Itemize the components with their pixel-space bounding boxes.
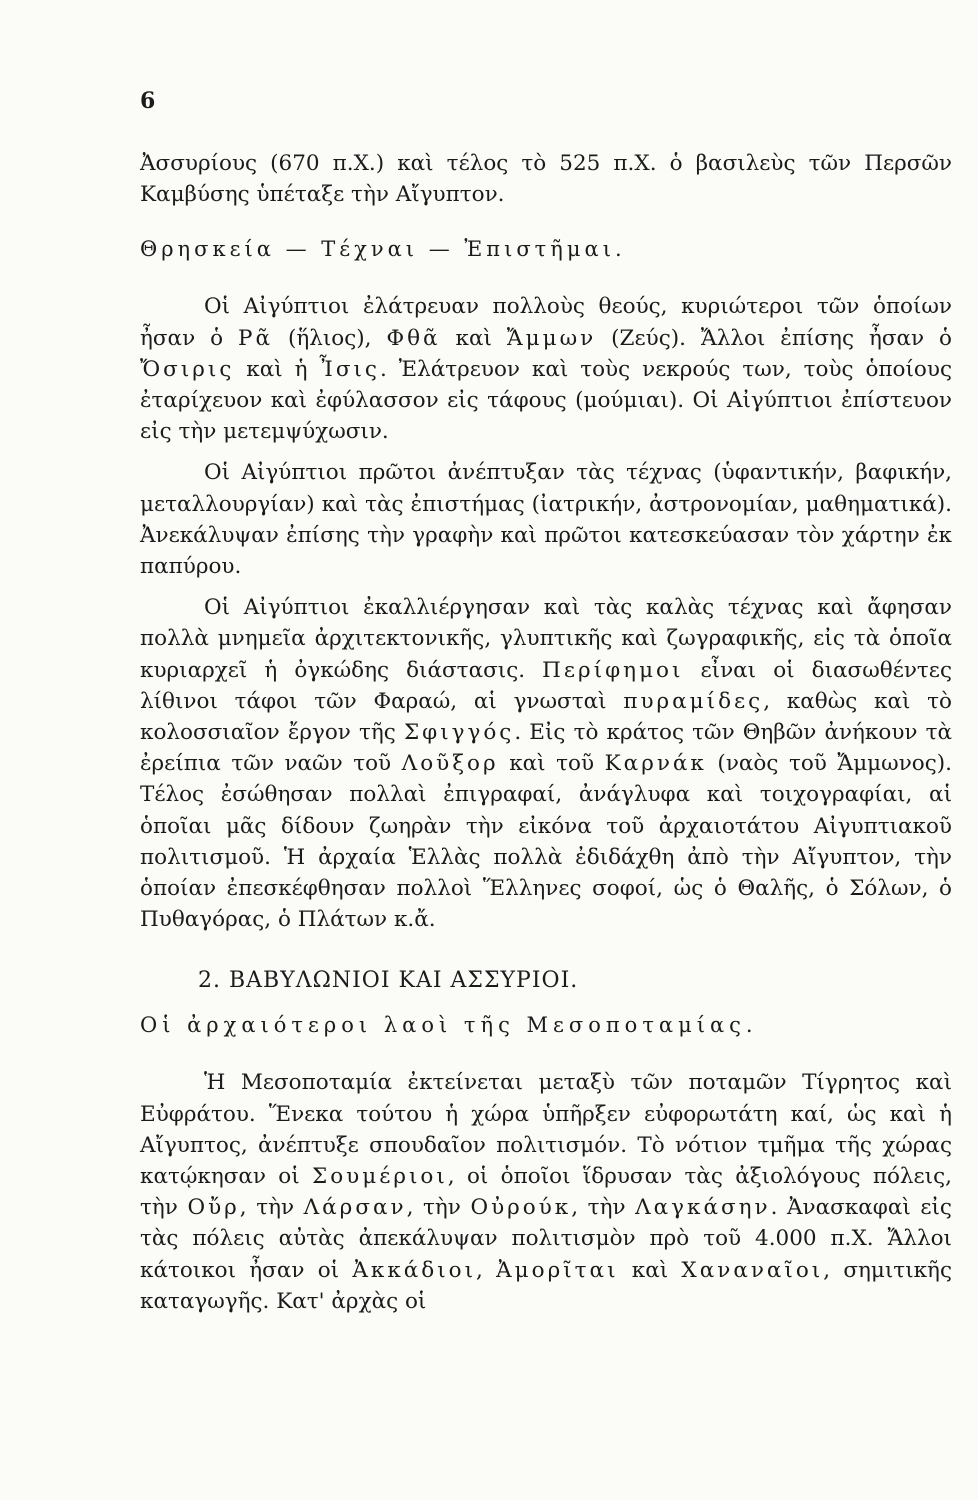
term-pyramids: πυραμίδες [623,688,764,714]
deity-ammon: Ἄμμων [506,325,597,351]
section-heading-religion: Θρησκεία — Τέχναι — Ἐπιστῆμαι. [140,237,626,262]
sub-heading: Οἱ ἀρχαιότεροι λαοὶ τῆς Μεσοποταμίας. [140,1013,758,1038]
term-sphinx: Σφιγγός [403,720,515,746]
chapter-heading: 2. ΒΑΒΥΛΩΝΙΟΙ ΚΑΙ ΑΣΣΥΡΙΟΙ. [198,968,579,994]
city-larsa: Λάρσαν [303,1195,407,1221]
page-number: 6 [140,88,156,114]
term-luxor: Λοῦξορ [401,751,499,777]
city-uruk: Οὐρούκ [470,1195,572,1221]
term-amorites: Ἀμορῖται [496,1257,619,1283]
city-lagash: Λαγκάσην [635,1195,771,1221]
city-ur: Οὔρ [187,1195,240,1221]
deity-ra: Ρᾶ [238,325,274,351]
monuments-paragraph: Οἱ Αἰγύπτιοι ἐκαλλιέργησαν καὶ τὰς καλὰς τέχνας καὶ ἄφησαν πολλὰ μνημεῖα ἀρχιτεκτονικῆς, γλυπτικῆς καὶ ζωγραφικῆς, εἰς τὰ ὁποῖα κυριαρχεῖ ἡ ὀγκώδης διάστασις. Περίφημοι εἶναι οἱ διασωθέντες λίθινοι τάφοι τῶν Φαραώ, αἱ γνωσταὶ πυραμίδες, καθὼς καὶ τὸ κολοσσιαῖον ἔργον τῆς Σφιγγός. Εἰς τὸ κράτος τῶν Θηβῶν ἀνήκουν τὰ ἐρείπια τῶν ναῶν τοῦ Λοῦξορ καὶ τοῦ Καρνάκ (ναὸς τοῦ Ἄμμωνος). Τέλος ἐσώθησαν πολλαὶ ἐπιγραφαί, ἀνάγλυφα καὶ τοιχογραφίαι, αἱ ὁποῖαι μᾶς δίδουν ζωηρὰν τὴν εἰκόνα τοῦ ἀρχαιοτάτου Αἰγυπτιακοῦ πολιτισμοῦ. Ἡ ἀρχαία Ἑλλὰς πολλὰ ἐδιδάχθη ἀπὸ τὴν Αἴγυπτον, τὴν ὁποίαν ἐπεσκέφθησαν πολλοὶ Ἕλληνες σοφοί, ὡς ὁ Θαλῆς, ὁ Σόλων, ὁ Πυθαγόρας, ὁ Πλάτων κ.ἄ. [140,595,952,933]
term-akkadians: Ἀκκάδιοι [352,1257,477,1283]
term-karnak: Καρνάκ [604,751,707,777]
term-sumerians: Σουμέριοι [312,1164,448,1190]
term-canaanites: Χαναναῖοι [681,1257,824,1283]
page-body [140,148,952,1317]
intro-paragraph: Ἀσσυρίους (670 π.Χ.) καὶ τέλος τὸ 525 π.Χ. ὁ βασιλεὺς τῶν Περσῶν Καμβύσης ὑπέταξε τὴν Αἴγυπτον. [140,151,952,208]
religion-paragraph: Οἱ Αἰγύπτιοι ἐλάτρευαν πολλοὺς θεούς, κυριώτεροι τῶν ὁποίων ἦσαν ὁ Ρᾶ (ἥλιος), Φθᾶ καὶ Ἄμμων (Ζεύς). Ἄλλοι ἐπίσης ἦσαν ὁ Ὄσιρις καὶ ἡ Ἶσις. Ἐλάτρευον καὶ τοὺς νεκρούς των, τοὺς ὁποίους ἐταρίχευον καὶ ἐφύλασσον εἰς τάφους (μούμιαι). Οἱ Αἰγύπτιοι ἐπίστευον εἰς τὴν μετεμψύχωσιν. [140,294,952,445]
mesopotamia-paragraph: Ἡ Μεσοποταμία ἐκτείνεται μεταξὺ τῶν ποταμῶν Τίγρητος καὶ Εὐφράτου. Ἕνεκα τούτου ἡ χώρα ὑπῆρξεν εὐφορωτάτη καί, ὡς καὶ ἡ Αἴγυπτος, ἀνέπτυξε σπουδαῖον πολιτισμόν. Τὸ νότιον τμῆμα τῆς χώρας κατῴκησαν οἱ Σουμέριοι, οἱ ὁποῖοι ἵδρυσαν τὰς ἀξιολόγους πόλεις, τὴν Οὔρ, τὴν Λάρσαν, τὴν Οὐρούκ, τὴν Λαγκάσην. Ἀνασκαφαὶ εἰς τὰς πόλεις αὐτὰς ἀπεκάλυψαν πολιτισμὸν πρὸ τοῦ 4.000 π.Χ. Ἄλλοι κάτοικοι ἦσαν οἱ Ἀκκάδιοι, Ἀμορῖται καὶ Χαναναῖοι, σημιτικῆς καταγωγῆς. Κατ' ἀρχὰς οἱ [140,1070,952,1314]
arts-paragraph: Οἱ Αἰγύπτιοι πρῶτοι ἀνέπτυξαν τὰς τέχνας (ὑφαντικήν, βαφικήν, μεταλλουργίαν) καὶ τὰς ἐπιστήμας (ἰατρικήν, ἀστρονομίαν, μαθηματικά). Ἀνεκάλυψαν ἐπίσης τὴν γραφὴν καὶ πρῶτοι κατεσκεύασαν τὸν χάρτην ἐκ παπύρου. [140,460,952,580]
deity-phtha: Φθᾶ [386,325,441,351]
deity-isis: Ἶσις [319,356,380,382]
deity-osiris: Ὄσιρις [140,356,235,382]
